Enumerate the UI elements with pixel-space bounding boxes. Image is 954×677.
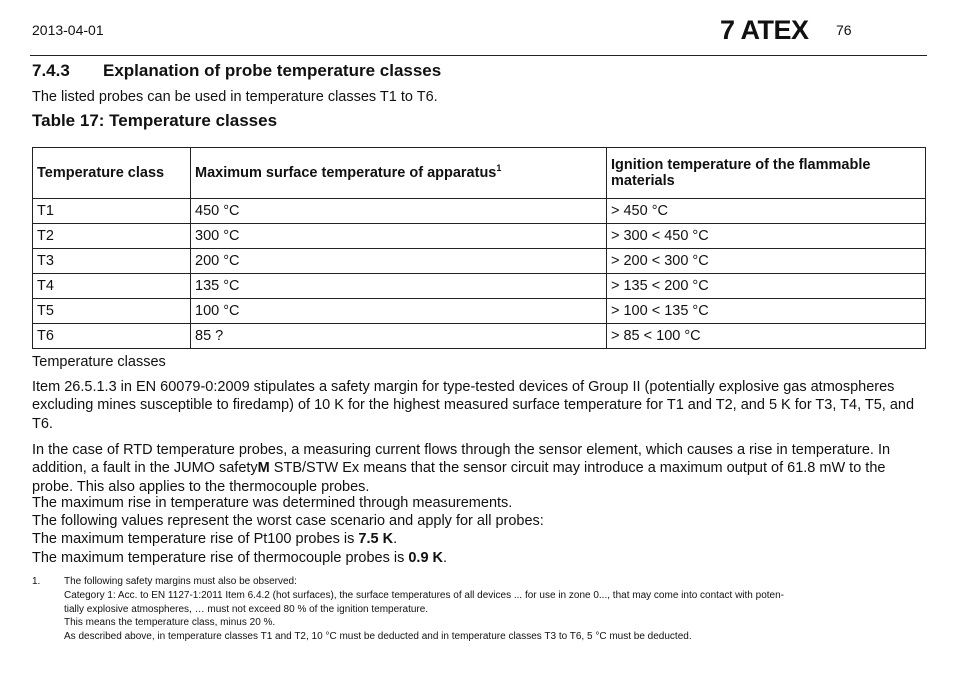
line-rise-determined: The maximum rise in temperature was determined through measurements. (32, 495, 513, 511)
cell-ignition: > 100 < 135 °C (607, 299, 926, 324)
chapter-title: 7 ATEX (720, 15, 809, 45)
pt100-rise-value: 7.5 K (358, 531, 394, 547)
section-title: Explanation of probe temperature classes (103, 61, 442, 80)
header-divider (30, 55, 927, 56)
cell-ignition: > 450 °C (607, 199, 926, 224)
table-row (33, 274, 926, 299)
table-row (33, 224, 926, 249)
cell-max-temp: 450 °C (191, 199, 607, 224)
section-heading (32, 61, 441, 81)
table-row (33, 249, 926, 274)
cell-ignition: > 135 < 200 °C (607, 274, 926, 299)
cell-class: T3 (33, 249, 191, 274)
table-row (33, 299, 926, 324)
cell-class: T2 (33, 224, 191, 249)
temperature-classes-table (32, 147, 926, 349)
cell-class: T4 (33, 274, 191, 299)
footnote-line: This means the temperature class, minus 20 %. (64, 617, 276, 629)
table-row (33, 324, 926, 349)
footnote-line: tially explosive atmospheres, … must not exceed 80 % of the ignition temperature. (64, 603, 429, 615)
cell-class: T5 (33, 299, 191, 324)
cell-max-temp: 100 °C (191, 299, 607, 324)
cell-max-temp: 200 °C (191, 249, 607, 274)
cell-max-temp: 135 °C (191, 274, 607, 299)
cell-ignition: > 200 < 300 °C (607, 249, 926, 274)
table-header-row (33, 148, 926, 199)
footnote-line: The following safety margins must also be observed: (64, 576, 297, 587)
table-caption: Table 17: Temperature classes (32, 111, 278, 130)
header-max-surface-temp (191, 148, 607, 199)
line-pt100-rise (32, 531, 397, 547)
table-body (33, 199, 926, 349)
pt100-rise-text: The maximum temperature rise of Pt100 probes is (32, 531, 359, 547)
table-row (33, 199, 926, 224)
rtd-text-end: STB/STW Ex means that the sensor circuit may introduce a maximum output of 61.8 mW to the probe. This also applies to the thermocouple probes. (32, 460, 886, 495)
rtd-text-start: In the case of RTD temperature probes, a measuring current flows through the sensor element, which causes a rise in temperature. In addition, a fault in the JUMO safety (32, 442, 891, 477)
paragraph-safety-margin: Item 26.5.1.3 in EN 60079-0:2009 stipulates a safety margin for type-tested devices of Group II (potentially explosive gas atmospheres excluding mines susceptible to firedamp) of 10 K for the highest measured surface temperature for T1 and T2, and 5 K for T3, T4, T5, and T6. (32, 379, 915, 432)
footnote-line: Category 1: Acc. to EN 1127-1:2011 Item 6.4.2 (hot surfaces), the surface temperatures of all devices ... for use in zone 0..., that may come into contact with poten- (64, 589, 784, 601)
cell-ignition: > 300 < 450 °C (607, 224, 926, 249)
tc-rise-value: 0.9 K (408, 550, 444, 566)
safety-m-bold: M (257, 460, 270, 477)
pt100-period: . (393, 531, 398, 547)
page-number: 76 (836, 22, 852, 38)
footnote-line: As described above, in temperature classes T1 and T2, 10 °C must be deducted and in temperature classes T3 to T6, 5 °C must be deducted. (64, 631, 692, 643)
header-date: 2013-04-01 (32, 22, 104, 38)
cell-max-temp: 300 °C (191, 224, 607, 249)
tc-rise-text: The maximum temperature rise of thermocouple probes is (32, 550, 409, 566)
header-ignition-temp: Ignition temperature of the flammable materials (607, 148, 926, 199)
cell-class: T6 (33, 324, 191, 349)
header-max-surface-temp-label: Maximum surface temperature of apparatus (195, 165, 497, 181)
table-note: Temperature classes (32, 354, 166, 370)
section-intro: The listed probes can be used in temperature classes T1 to T6. (32, 89, 438, 105)
cell-max-temp: 85 ? (191, 324, 607, 349)
footnote-reference: 1 (496, 163, 502, 174)
header-temperature-class: Temperature class (33, 148, 191, 199)
tc-period: . (443, 550, 448, 566)
cell-ignition: > 85 < 100 °C (607, 324, 926, 349)
line-worst-case: The following values represent the worst case scenario and apply for all probes: (32, 513, 544, 529)
footnote-body (64, 575, 927, 644)
section-number: 7.4.3 (32, 61, 70, 80)
footnote (32, 575, 927, 644)
cell-class: T1 (33, 199, 191, 224)
paragraph-rtd-probes (32, 441, 927, 496)
line-thermocouple-rise (32, 550, 447, 566)
footnote-number: 1. (32, 576, 41, 587)
